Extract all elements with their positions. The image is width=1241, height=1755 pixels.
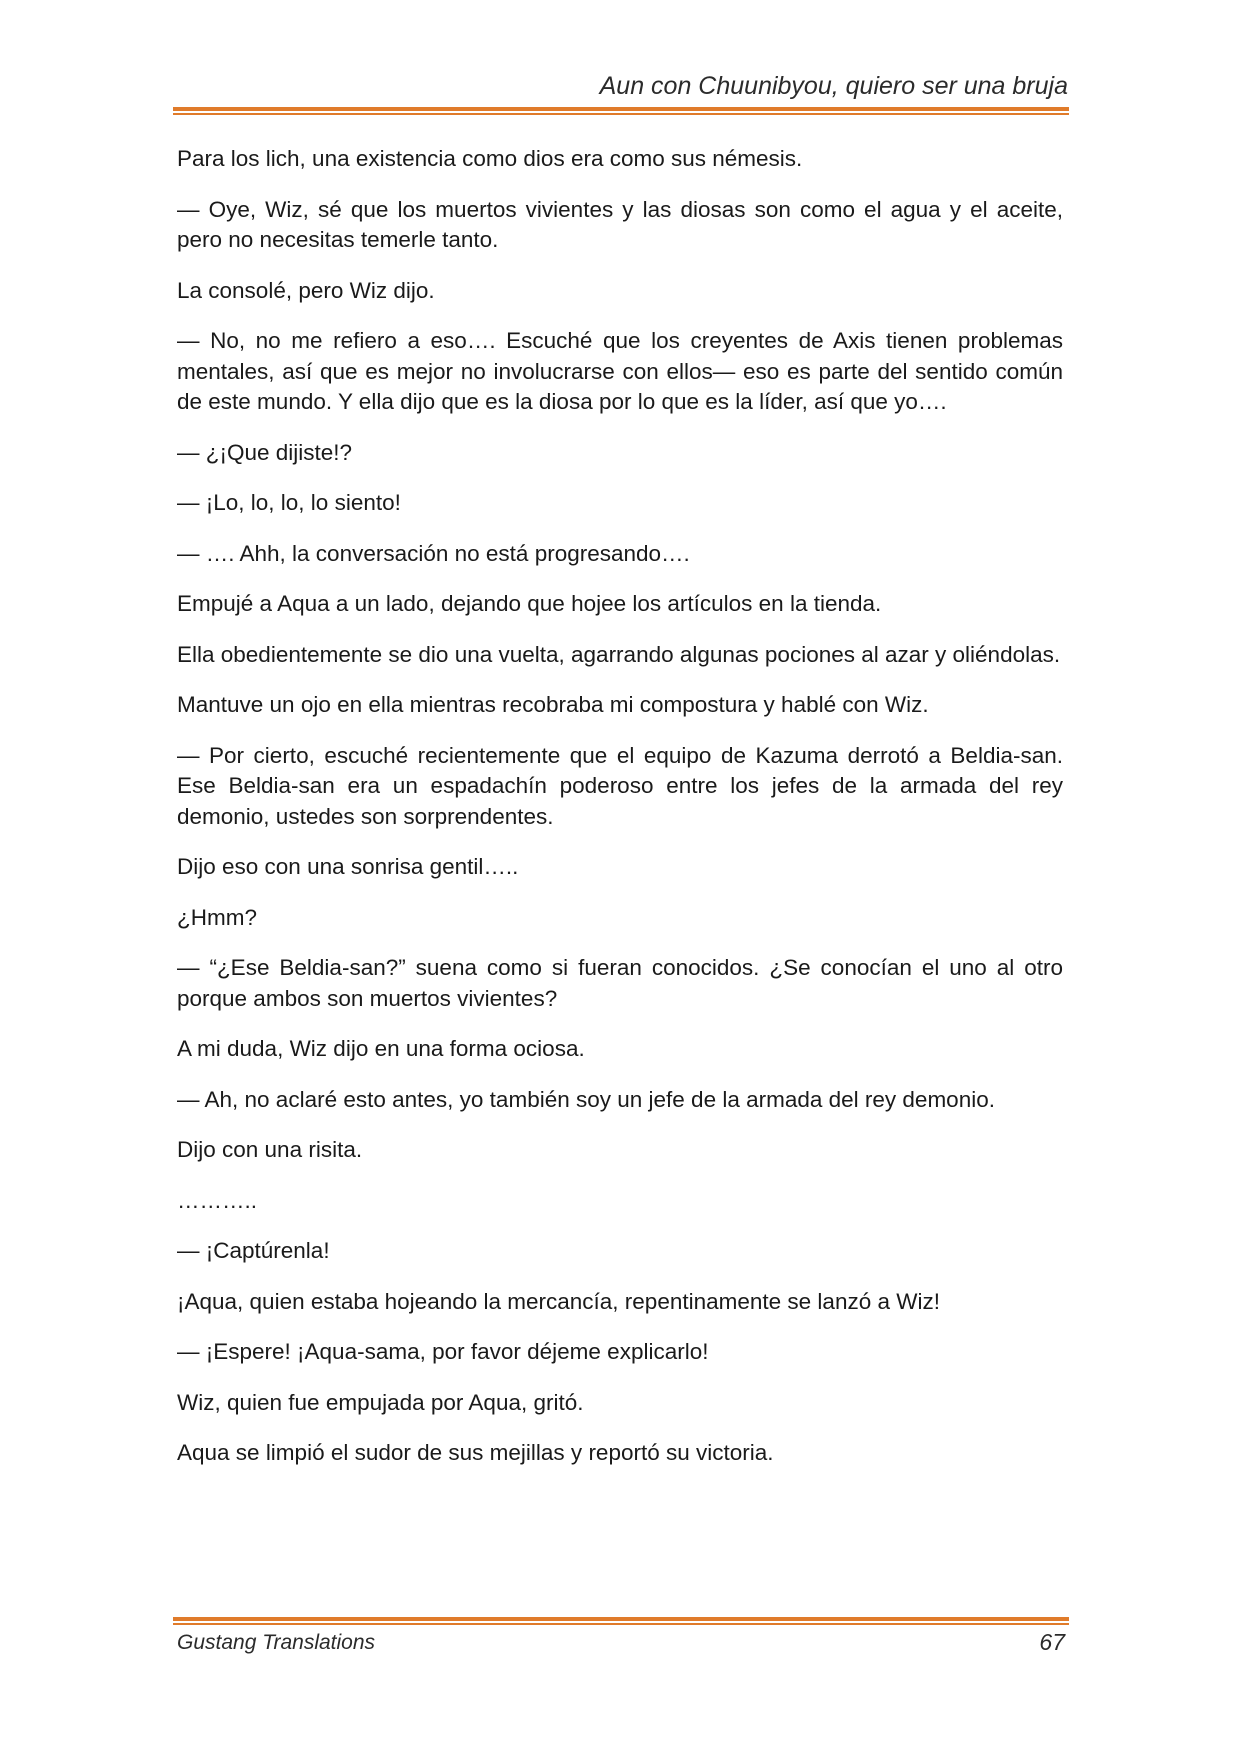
paragraph: Mantuve un ojo en ella mientras recobraba mi compostura y hablé con Wiz. xyxy=(177,692,929,717)
paragraph: ¡Aqua, quien estaba hojeando la mercancía, repentinamente se lanzó a Wiz! xyxy=(177,1288,940,1314)
paragraph: — “¿Ese Beldia-san?” suena como si fueran conocidos. ¿Se conocían el uno al otro porque ambos son muertos vivientes? xyxy=(177,955,1063,1011)
paragraph: — Oye, Wiz, sé que los muertos vivientes y las diosas son como el agua y el aceite, pero no necesitas temerle tanto. xyxy=(177,196,1063,252)
paragraph: ¿Hmm? xyxy=(177,904,257,930)
paragraph: — Por cierto, escuché recientemente que el equipo de Kazuma derrotó a Beldia-san. Ese Beldia-san era un espadachín poderoso entre los jefes de la armada del rey demonio, ustedes son sorprendentes. xyxy=(177,742,1063,829)
paragraph: — Ah, no aclaré esto antes, yo también soy un jefe de la armada del rey demonio. xyxy=(177,1086,995,1112)
paragraph: — ¡Espere! ¡Aqua-sama, por favor déjeme explicarlo! xyxy=(177,1339,709,1364)
header-divider xyxy=(173,107,1069,115)
page-body xyxy=(177,144,1063,1489)
paragraph: Dijo con una risita. xyxy=(177,1137,363,1162)
paragraph: Dijo eso con una sonrisa gentil….. xyxy=(177,854,519,879)
paragraph: La consolé, pero Wiz dijo. xyxy=(177,277,435,303)
page-number: 67 xyxy=(1039,1629,1065,1655)
paragraph: Ella obedientemente se dio una vuelta, agarrando algunas pociones al azar y oliéndolas. xyxy=(177,641,1061,667)
paragraph: — ¡Captúrenla! xyxy=(177,1238,330,1263)
paragraph: A mi duda, Wiz dijo en una forma ociosa. xyxy=(177,1036,585,1061)
paragraph: Aqua se limpió el sudor de sus mejillas y reportó su victoria. xyxy=(177,1440,774,1465)
paragraph: ……….. xyxy=(177,1187,258,1213)
running-header-title: Aun con Chuunibyou, quiero ser una bruja xyxy=(599,72,1068,100)
paragraph: — No, no me refiero a eso…. Escuché que los creyentes de Axis tienen problemas mentales, así que es mejor no involucrarse con ellos— eso es parte del sentido común de este mundo. Y ella dijo que es la diosa por lo que es la líder, así que yo…. xyxy=(177,328,1063,414)
footer-translator-credit: Gustang Translations xyxy=(177,1631,376,1654)
paragraph: Wiz, quien fue empujada por Aqua, gritó. xyxy=(177,1389,584,1415)
paragraph: — ¡Lo, lo, lo, lo siento! xyxy=(177,490,401,515)
paragraph: — …. Ahh, la conversación no está progresando…. xyxy=(177,540,690,566)
footer-divider xyxy=(173,1617,1069,1625)
paragraph: Para los lich, una existencia como dios era como sus némesis. xyxy=(177,146,803,171)
paragraph: Empujé a Aqua a un lado, dejando que hojee los artículos en la tienda. xyxy=(177,591,882,616)
paragraph: — ¿¡Que dijiste!? xyxy=(177,439,353,465)
